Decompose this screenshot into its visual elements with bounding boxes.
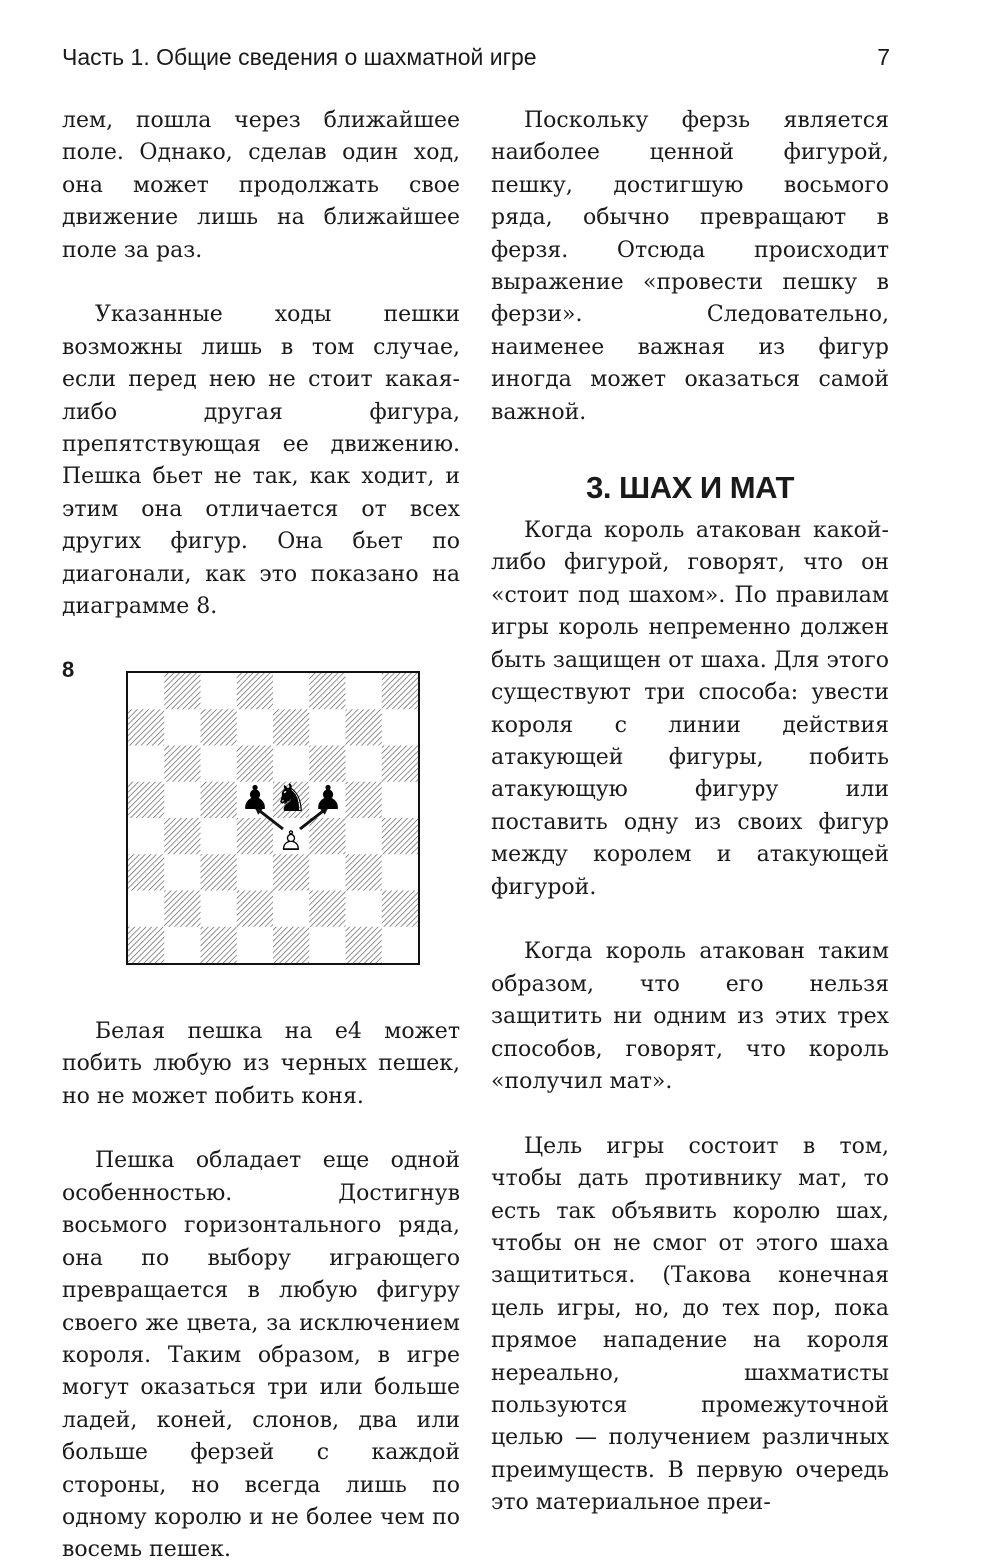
diagram-8 (62, 656, 460, 1016)
left-column (62, 105, 460, 1567)
dark-square (128, 782, 164, 818)
dark-square (164, 818, 200, 854)
dark-square (346, 709, 382, 745)
dark-square (201, 782, 237, 818)
black-knight-icon: ♞ (273, 775, 309, 820)
dark-square (237, 890, 273, 926)
dark-square (309, 818, 345, 854)
dark-square (273, 709, 309, 745)
section-title: 3. ШАХ И МАТ (586, 470, 794, 506)
dark-square (309, 745, 345, 781)
black-pawn-icon: ♟ (313, 777, 343, 817)
dark-square (164, 890, 200, 926)
running-header (62, 44, 890, 78)
diagram-number: 8 (62, 656, 75, 682)
dark-square (309, 890, 345, 926)
dark-square (201, 854, 237, 890)
dark-square (237, 673, 273, 709)
dark-square (346, 854, 382, 890)
black-pawn-icon: ♟ (240, 777, 270, 817)
paragraph-pawn-first-move: лем, пошла через ближайшее поле. Однако, сделав один ход, она может продолжать свое движение лишь на ближайшее поле за раз. (62, 108, 460, 263)
dark-square (346, 927, 382, 963)
white-pawn-icon: ♙ (278, 825, 304, 857)
paragraph-pawn-capture: Указанные ходы пешки возможны лишь в том случае, если перед нею не стоит какая-либо другая фигура, препятствующая ее движению. Пешка бьет не так, как ходит, и этим она отличается от всех других фигур. Она бьет по диагонали, как это показано на диаграмме 8. (62, 302, 460, 620)
paragraph-check: Когда король атакован какой-либо фигурой, говорят, что он «стоит под шахом». По правилам игры король непременно должен быть защищен от шаха. Для этого существуют три способа: увести короля с линии действия атакующей фигуры, побить атакующую фигуру или поставить одну из своих фигур между королем и атакующей фигурой. (491, 518, 889, 900)
paragraph-queen-promotion: Поскольку ферзь является наиболее ценной фигурой, пешку, достигшую восьмого ряда, обычно превращают в ферзя. Отсюда происходит выражение «провести пешку в ферзи». Следовательно, наименее важная из фигур иногда может оказаться самой важной. (491, 108, 889, 425)
dark-square (164, 745, 200, 781)
dark-square (273, 927, 309, 963)
dark-square (201, 927, 237, 963)
paragraph-mate: Когда король атакован таким образом, что его нельзя защитить ни одним из этих трех способов, говорят, что король «получил мат». (491, 939, 889, 1094)
dark-square (128, 709, 164, 745)
dark-square (164, 673, 200, 709)
dark-square (128, 927, 164, 963)
paragraph-diagram-caption: Белая пешка на е4 может побить любую из черных пешек, но не может побить коня. (62, 1018, 460, 1109)
paragraph-goal: Цель игры состоит в том, чтобы дать противнику мат, то есть так объявить королю шах, чтобы он не смог от этого шаха защититься. (Такова конечная цель игры, но, до тех пор, пока прямое нападение на короля нереально, шахматисты пользуются промежуточной целью — получением различных преимуществ. В первую очередь это материальное преи- (491, 1133, 889, 1516)
paragraph-pawn-promotion: Пешка обладает еще одной особенностью. Достигнув восьмого горизонтального ряда, она по выбору играющего превращается в любую фигуру своего же цвета, за исключением короля. Таким образом, в игре могут оказаться три или больше ладей, коней, слонов, два или больше ферзей с каждой стороны, но всегда лишь по одному королю и не более чем по восемь пешек. (62, 1148, 460, 1563)
right-column (491, 105, 889, 1520)
dark-square (382, 673, 418, 709)
dark-square (128, 854, 164, 890)
chess-board (126, 671, 420, 965)
dark-square (382, 818, 418, 854)
dark-square (382, 890, 418, 926)
dark-square (273, 854, 309, 890)
dark-square (346, 782, 382, 818)
chess-board-svg (128, 673, 418, 963)
header-title: Часть 1. Общие сведения о шахматной игре (62, 44, 537, 70)
dark-square (309, 673, 345, 709)
dark-square (201, 709, 237, 745)
dark-square (382, 745, 418, 781)
dark-square (237, 818, 273, 854)
dark-square (237, 745, 273, 781)
page-number: 7 (877, 44, 890, 70)
